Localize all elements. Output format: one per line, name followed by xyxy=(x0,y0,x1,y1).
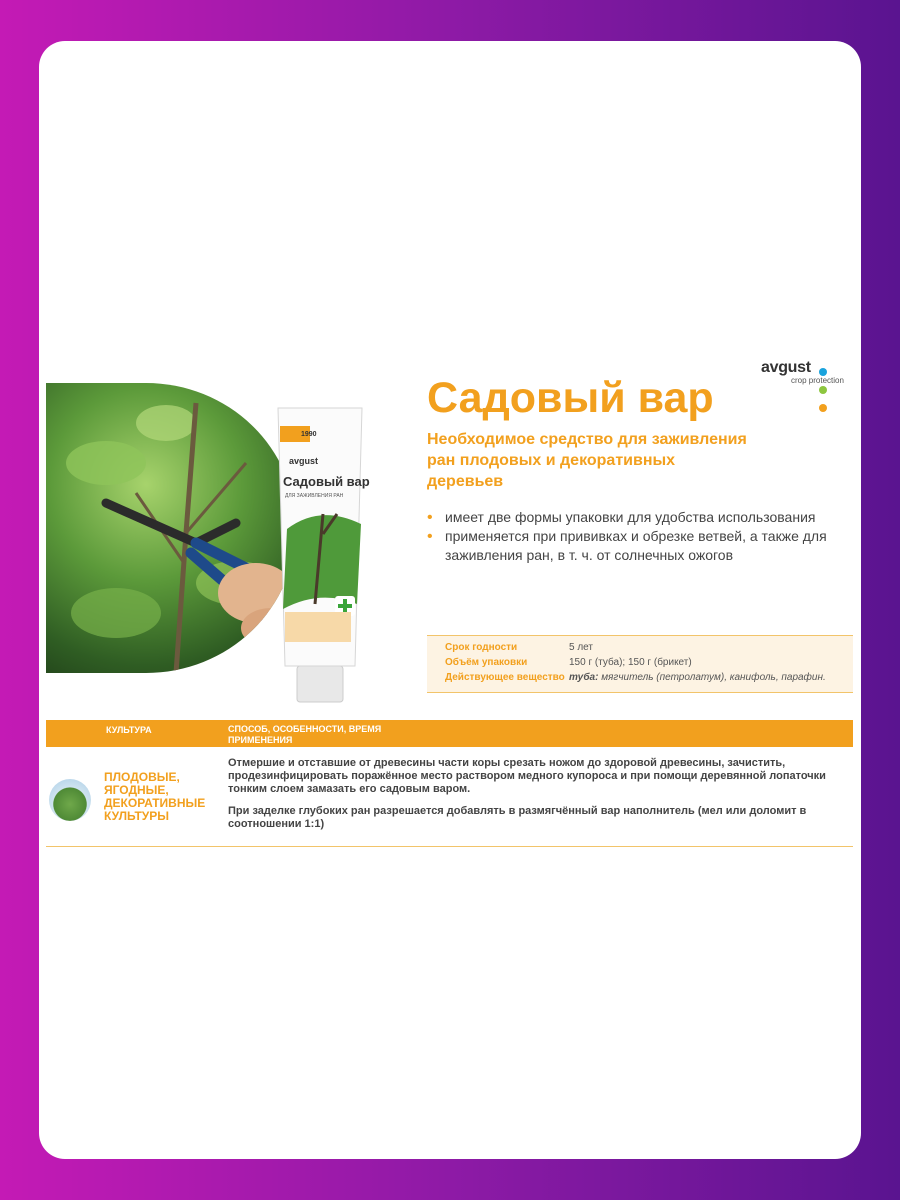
product-tube-image xyxy=(275,404,370,704)
product-subtitle: Необходимое средство для заживления ран плодовых и декоративных деревьев xyxy=(427,431,747,490)
spec-substance-value: мягчитель (петролатум), канифоль, парафин. xyxy=(601,672,826,683)
method-paragraph: Отмершие и отставшие от древесины части коры срезать ножом до здоровой древесины, зачистить, продезинфицировать поражённое место раствором медного купороса и при помощи деревянной лопаточки тонким слоем замазать его садовым варом. xyxy=(228,757,826,795)
spec-label: Срок годности xyxy=(445,642,518,653)
usage-table-row xyxy=(46,747,853,847)
product-title: Садовый вар xyxy=(427,374,714,422)
spec-value xyxy=(569,672,826,683)
logo-subtitle: crop protection xyxy=(791,376,844,385)
col-crop-header: КУЛЬТУРА xyxy=(106,725,152,735)
tube-brand: avgust xyxy=(289,456,319,466)
method-text xyxy=(228,757,848,840)
tube-tagline: ДЛЯ ЗАЖИВЛЕНИЯ РАН xyxy=(285,493,344,499)
feature-list xyxy=(427,508,847,565)
feature-item: • применяется при прививках и обрезке ветвей, а также для заживления ран, в т. ч. от солнечных ожогов xyxy=(427,527,847,565)
pruning-photo xyxy=(46,383,296,673)
usage-table-header xyxy=(46,720,853,747)
crop-thumbnail xyxy=(49,779,91,821)
specs-box xyxy=(427,635,853,693)
logo-word: avgust xyxy=(761,359,811,376)
product-card xyxy=(39,41,861,1159)
spec-label: Действующее вещество xyxy=(445,672,565,683)
logo-drops-icon xyxy=(819,363,828,417)
tube-badge-year: 1990 xyxy=(301,431,317,438)
spec-value: 5 лет xyxy=(569,642,593,653)
feature-item: • имеет две формы упаковки для удобства использования xyxy=(427,508,847,527)
method-paragraph: При заделке глубоких ран разрешается добавлять в размягчённый вар наполнитель (мел или доломит в соотношении 1:1) xyxy=(228,805,807,830)
col-method-header: СПОСОБ, ОСОБЕННОСТИ, ВРЕМЯ ПРИМЕНЕНИЯ xyxy=(228,724,382,745)
spec-substance-prefix: туба: xyxy=(569,672,599,683)
tube-product-name: Садовый вар xyxy=(283,474,370,489)
crop-name: ПЛОДОВЫЕ, ЯГОДНЫЕ, ДЕКОРАТИВНЫЕ КУЛЬТУРЫ xyxy=(104,770,206,823)
spec-value: 150 г (туба); 150 г (брикет) xyxy=(569,657,692,668)
spec-label: Объём упаковки xyxy=(445,657,528,668)
